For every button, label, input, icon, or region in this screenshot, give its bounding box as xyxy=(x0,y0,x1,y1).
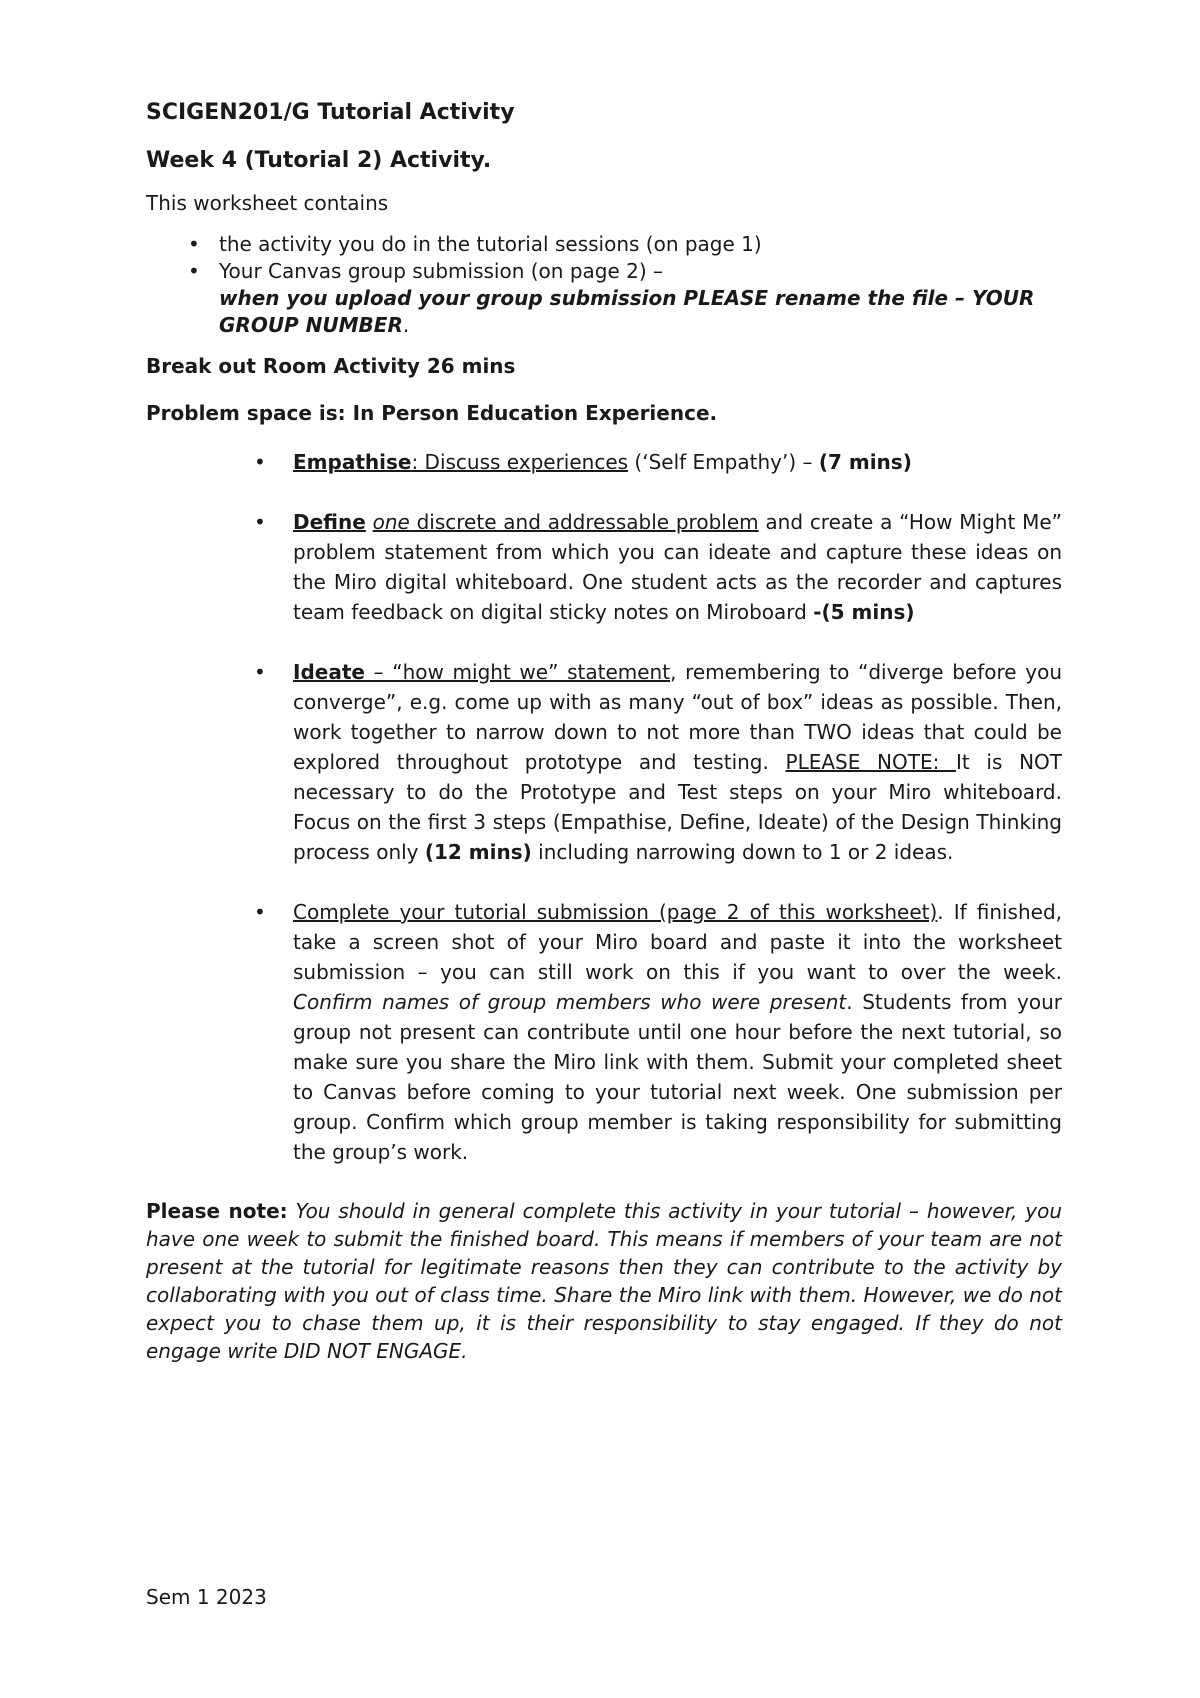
list-item xyxy=(146,258,1062,339)
step-define xyxy=(146,507,1062,627)
step-time: (7 mins) xyxy=(818,450,912,474)
step-end: including narrowing down to 1 or 2 ideas. xyxy=(531,840,954,864)
step-empathise xyxy=(146,447,1062,477)
step-label: Define xyxy=(293,510,366,534)
bullet-icon: • xyxy=(254,900,266,924)
step-emphasis: one xyxy=(372,510,410,534)
step-link: discrete and addressable problem xyxy=(409,510,759,534)
step-link: – “how might we” statement xyxy=(364,660,671,684)
bullet-icon: • xyxy=(188,259,200,283)
intro-text: This worksheet contains xyxy=(146,191,389,215)
step-note-label: PLEASE NOTE: xyxy=(785,750,957,774)
step-text-2: . Students from your group not present can contribute until one hour before the next tutorial, so make sure you share the Miro link with them. Submit your completed sheet to Canvas before coming to your tutorial next week. One submission per group. Confirm which group member is taking responsibility for submitting the group’s work. xyxy=(293,990,1063,1164)
document-title: SCIGEN201/G Tutorial Activity xyxy=(146,100,515,125)
step-text: (‘Self Empathy’) – xyxy=(628,450,819,474)
please-note-label: Please note: xyxy=(146,1199,288,1223)
step-text: and create a “How Might Me” problem statement from which you can ideate and capture these ideas on the Miro digital whiteboard. One student acts as the recorder and captures team feedback on digital sticky notes on Miroboard xyxy=(293,510,1063,624)
bullet-icon: • xyxy=(254,510,266,534)
step-italic: Confirm names of group members who were present xyxy=(293,990,847,1014)
list-item xyxy=(146,231,1062,258)
page-footer: Sem 1 2023 xyxy=(146,1585,267,1609)
step-complete xyxy=(146,897,1062,1167)
step-text: , remembering to “diverge before you converge”, e.g. come up with as many “out of box” ideas as possible. Then, work together to narrow down to not more than TWO ideas that could be explored throughout prototype and testing. xyxy=(293,660,1063,774)
period: . xyxy=(402,313,410,337)
step-link: Complete your tutorial submission (page 2 of this worksheet) xyxy=(293,900,938,924)
activity-steps xyxy=(146,447,1062,1167)
bullet-icon: • xyxy=(254,660,266,684)
breakout-heading: Break out Room Activity 26 mins xyxy=(146,354,516,378)
step-text: . If finished, take a screen shot of your Miro board and paste it into the worksheet submission – you can still work on this if you want to over the week. xyxy=(293,900,1063,984)
document-body xyxy=(146,98,1062,1365)
step-label: Ideate xyxy=(293,660,365,684)
list-item-text: the activity you do in the tutorial sessions (on page 1) xyxy=(219,232,762,256)
step-note-text: It is NOT necessary to do the Prototype and Test steps on your Miro whiteboard. Focus on the first 3 steps (Empathise, Define, Ideate) of the Design Thinking process only xyxy=(293,750,1062,864)
step-sep: : xyxy=(411,450,425,474)
please-note-text: You should in general complete this activity in your tutorial – however, you have one week to submit the finished board. This means if members of your team are not present at the tutorial for legitimate reasons then they can contribute to the activity by collaborating with you out of class time. Share the Miro link with them. However, we do not expect you to chase them up, it is their responsibility to stay engaged. If they do not engage write DID NOT ENGAGE. xyxy=(146,1199,1062,1363)
intro-list xyxy=(146,231,1062,339)
document-subtitle: Week 4 (Tutorial 2) Activity. xyxy=(146,148,492,173)
problem-heading: Problem space is: In Person Education Experience. xyxy=(146,401,718,425)
bullet-icon: • xyxy=(254,450,266,474)
step-label: Empathise xyxy=(293,450,412,474)
step-time: (12 mins) xyxy=(424,840,532,864)
step-time: -(5 mins) xyxy=(813,600,915,624)
list-item-text: Your Canvas group submission (on page 2) – xyxy=(219,259,664,283)
please-note xyxy=(146,1197,1062,1365)
step-ideate xyxy=(146,657,1062,867)
rename-instruction: when you upload your group submission PLEASE rename the file – YOUR GROUP NUMBER xyxy=(219,286,1035,337)
step-link: Discuss experiences xyxy=(424,450,629,474)
bullet-icon: • xyxy=(188,232,200,256)
